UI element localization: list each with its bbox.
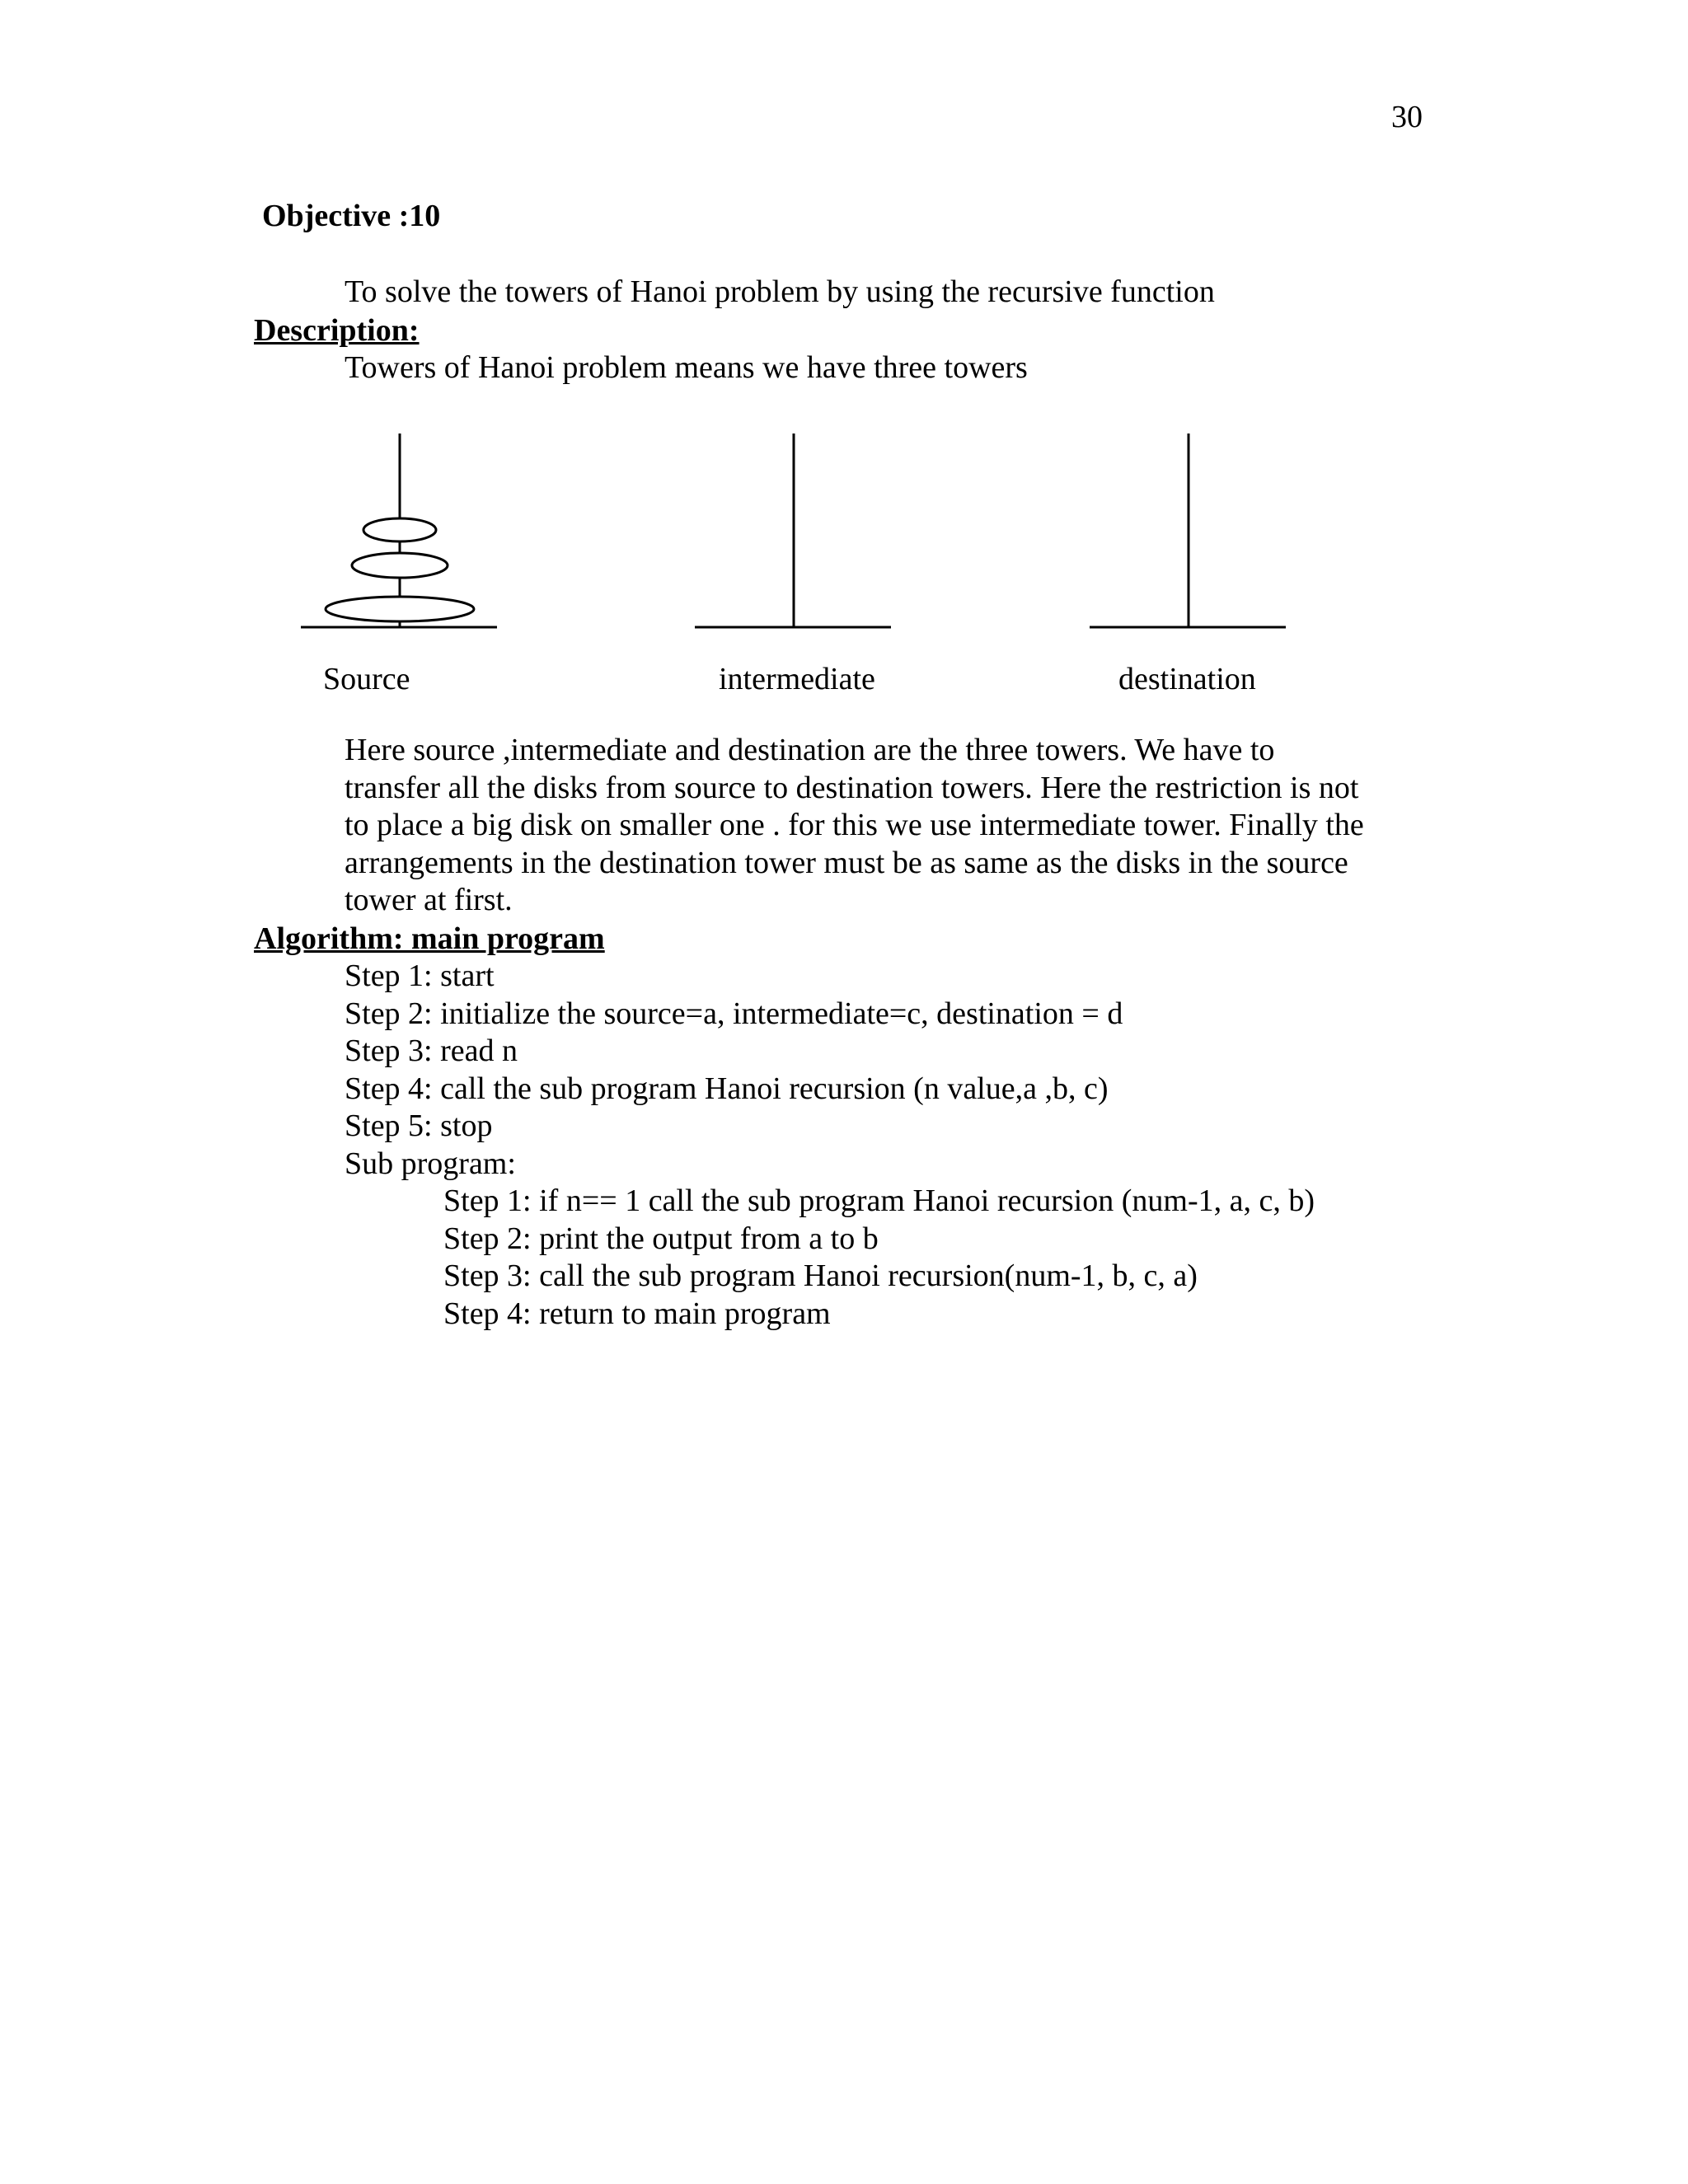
description-paragraph — [345, 732, 1432, 920]
sub-program-step: Step 4: return to main program — [443, 1296, 831, 1331]
algorithm-step: Step 2: initialize the source=a, intermediate=c, destination = d — [345, 996, 1123, 1031]
tower-label-source: Source — [323, 662, 410, 696]
page-number: 30 — [1391, 100, 1423, 134]
description-intro: Towers of Hanoi problem means we have three towers — [345, 350, 1028, 385]
sub-program-label: Sub program: — [345, 1146, 516, 1181]
paragraph-line: arrangements in the destination tower must be as same as the disks in the source — [345, 845, 1348, 880]
sub-program-step: Step 2: print the output from a to b — [443, 1221, 879, 1256]
algorithm-heading: Algorithm: main program — [254, 921, 605, 956]
sub-program-step: Step 1: if n== 1 call the sub program Hanoi recursion (num-1, a, c, b) — [443, 1183, 1315, 1218]
paragraph-line: transfer all the disks from source to destination towers. Here the restriction is not — [345, 770, 1359, 805]
algorithm-step: Step 5: stop — [345, 1108, 493, 1143]
objective-aim: To solve the towers of Hanoi problem by using the recursive function — [345, 274, 1215, 309]
source-tower — [301, 434, 497, 627]
objective-title: Objective :10 — [262, 199, 441, 233]
paragraph-line: tower at first. — [345, 883, 513, 917]
sub-program-steps — [443, 1183, 1315, 1333]
towers-of-hanoi-diagram — [297, 427, 1302, 641]
paragraph-line: to place a big disk on smaller one . for this we use intermediate tower. Finally the — [345, 808, 1364, 842]
disk-large — [326, 597, 474, 621]
tower-label-intermediate: intermediate — [719, 662, 875, 696]
main-program-steps — [345, 958, 1123, 1183]
algorithm-step: Step 1: start — [345, 958, 495, 993]
algorithm-step: Step 4: call the sub program Hanoi recursion (n value,a ,b, c) — [345, 1071, 1109, 1106]
destination-tower — [1090, 434, 1286, 627]
paragraph-line: Here source ,intermediate and destination are the three towers. We have to — [345, 733, 1275, 767]
disk-small — [363, 518, 436, 541]
sub-program-step: Step 3: call the sub program Hanoi recursion(num-1, b, c, a) — [443, 1258, 1198, 1293]
disk-medium — [352, 553, 448, 578]
intermediate-tower — [695, 434, 891, 627]
tower-label-destination: destination — [1118, 662, 1256, 696]
algorithm-step: Step 3: read n — [345, 1033, 518, 1068]
description-heading: Description: — [254, 313, 420, 348]
